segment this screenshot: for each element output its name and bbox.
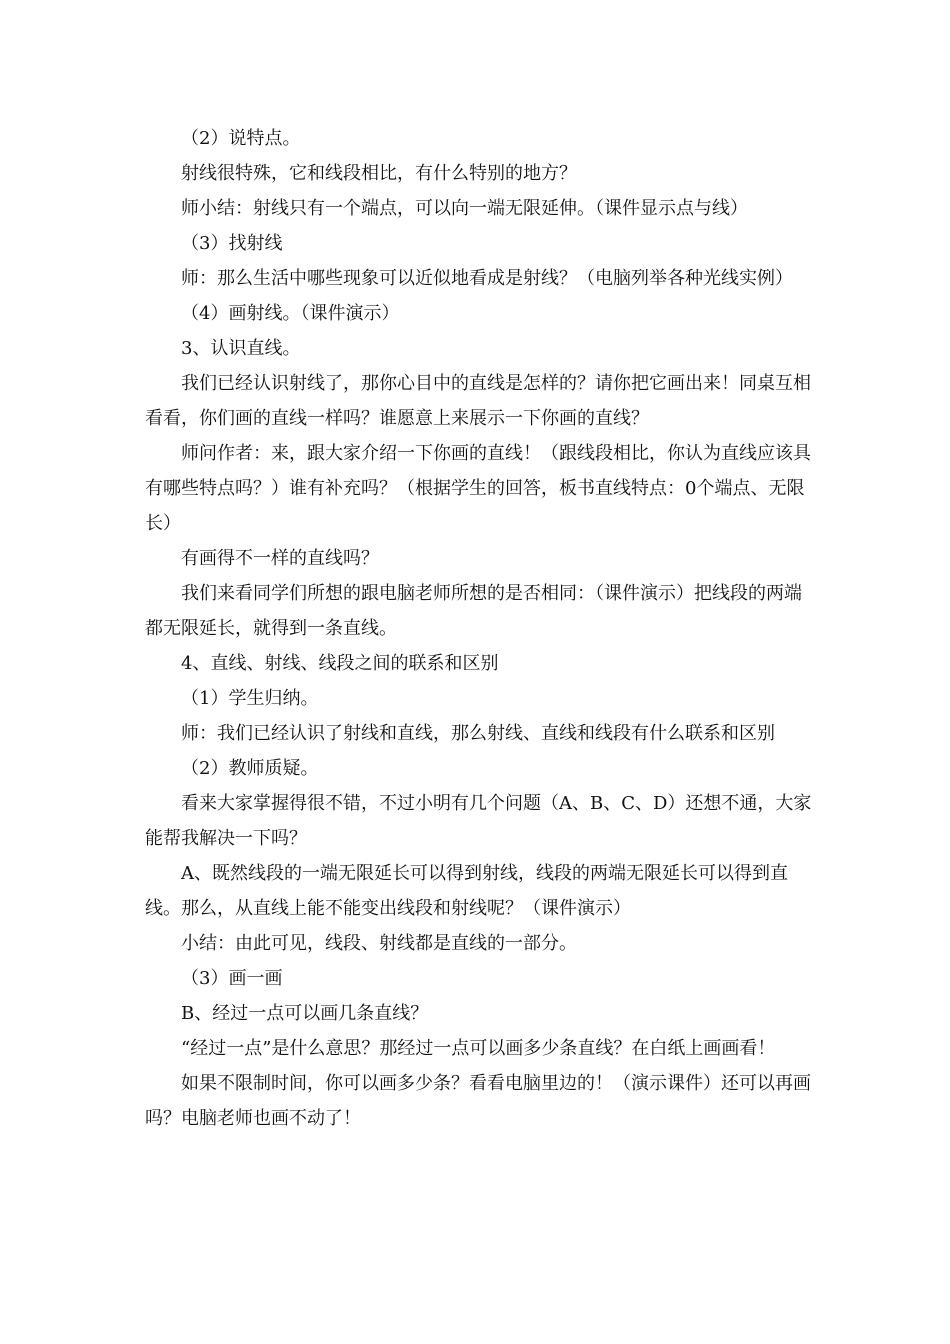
paragraph: 看来大家掌握得很不错，不过小明有几个问题（A、B、C、D）还想不通，大家能帮我解决一下吗？	[145, 793, 812, 849]
section-heading: 4、直线、射线、线段之间的联系和区别	[181, 653, 499, 674]
paragraph: （2）教师质疑。	[181, 758, 319, 779]
paragraph: “经过一点”是什么意思？那经过一点可以画多少条直线？在白纸上画画看！	[181, 1038, 776, 1059]
paragraph: 师：我们已经认识了射线和直线，那么射线、直线和线段有什么联系和区别	[181, 723, 775, 744]
paragraph: B、经过一点可以画几条直线？	[181, 1003, 429, 1024]
document-body	[145, 121, 813, 1136]
paragraph: （2）说特点。	[181, 128, 301, 149]
paragraph: 我们来看同学们所想的跟电脑老师所想的是否相同：（课件演示）把线段的两端都无限延长，就得到一条直线。	[145, 583, 802, 639]
paragraph: （4）画射线。（课件演示）	[181, 303, 400, 324]
paragraph: 小结：由此可见，线段、射线都是直线的一部分。	[181, 933, 577, 954]
paragraph: 有画得不一样的直线吗？	[181, 548, 379, 569]
paragraph: A、既然线段的一端无限延长可以得到射线，线段的两端无限延长可以得到直线。那么，从直线上能不能变出线段和射线呢？（课件演示）	[145, 863, 788, 919]
section-heading: 3、认识直线。	[181, 338, 301, 359]
paragraph: 师小结：射线只有一个端点，可以向一端无限延伸。（课件显示点与线）	[181, 198, 748, 219]
paragraph: 我们已经认识射线了，那你心目中的直线是怎样的？请你把它画出来！同桌互相看看，你们画的直线一样吗？谁愿意上来展示一下你画的直线？	[145, 373, 811, 429]
paragraph: 射线很特殊，它和线段相比，有什么特别的地方？	[181, 163, 577, 184]
paragraph: 师问作者：来，跟大家介绍一下你画的直线！（跟线段相比，你认为直线应该具有哪些特点吗？）谁有补充吗？（根据学生的回答，板书直线特点：0个端点、无限长）	[145, 443, 811, 534]
paragraph: （3）找射线	[181, 233, 283, 254]
paragraph: 如果不限制时间，你可以画多少条？看看电脑里边的！（演示课件）还可以再画吗？电脑老师也画不动了！	[145, 1073, 811, 1129]
paragraph: 师：那么生活中哪些现象可以近似地看成是射线？（电脑列举各种光线实例）	[181, 268, 793, 289]
paragraph: （1）学生归纳。	[181, 688, 319, 709]
paragraph: （3）画一画	[181, 968, 283, 989]
